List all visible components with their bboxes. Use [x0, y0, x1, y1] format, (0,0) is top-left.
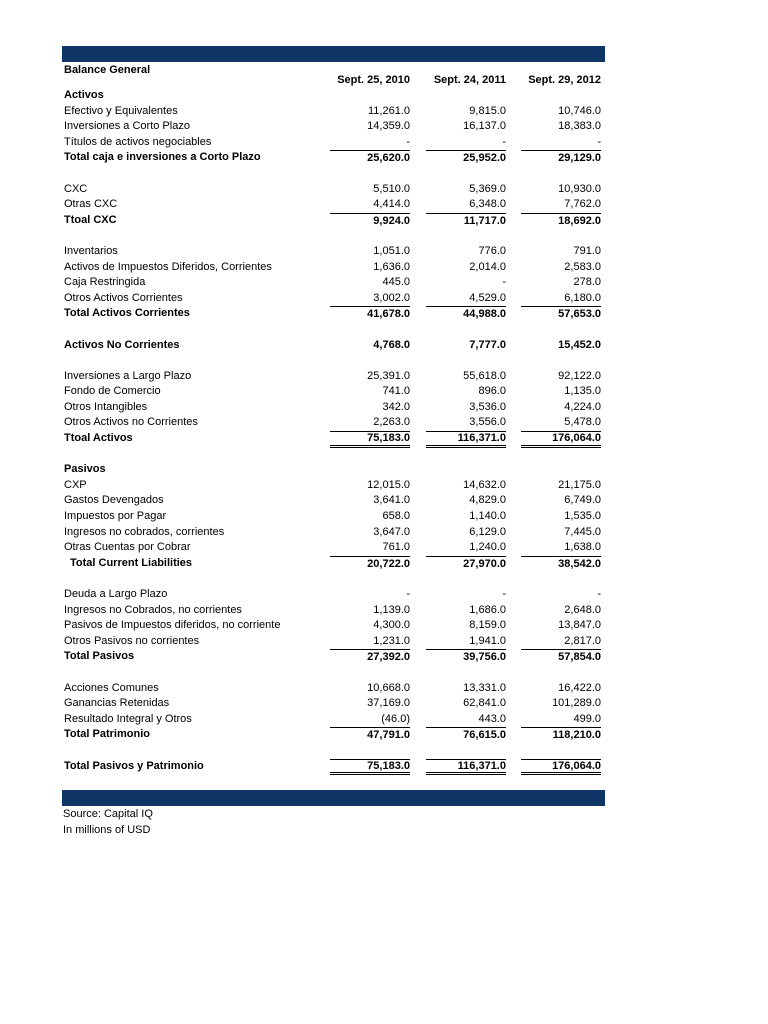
value-cell: 14,359.0: [367, 120, 410, 133]
row-label: Total Patrimonio: [64, 728, 150, 741]
value-cell: 741.0: [382, 385, 410, 398]
header-bar: [62, 46, 605, 62]
value-cell: 16,422.0: [558, 681, 601, 694]
value-cell: 18,383.0: [558, 120, 601, 133]
value-cell: 791.0: [573, 244, 601, 257]
value-cell: 25,391.0: [367, 369, 410, 382]
total-row: [62, 649, 605, 665]
value-cell: 1,231.0: [373, 634, 410, 647]
value-cell: 10,746.0: [558, 104, 601, 117]
row-label: Resultado Integral y Otros: [64, 712, 192, 725]
value-cell: 3,536.0: [469, 400, 506, 413]
value-cell: 55,618.0: [463, 369, 506, 382]
value-cell: 7,777.0: [469, 338, 506, 351]
value-cell: 29,129.0: [521, 150, 601, 166]
table-row: [62, 587, 605, 603]
table-row: [62, 415, 605, 431]
value-cell: 1,636.0: [373, 260, 410, 273]
row-label: Activos No Corrientes: [64, 338, 180, 351]
table-row: [62, 493, 605, 509]
value-cell: 38,542.0: [521, 556, 601, 572]
row-label: Pasivos: [64, 463, 106, 476]
value-cell: 2,014.0: [469, 260, 506, 273]
value-cell: 27,392.0: [330, 649, 410, 665]
value-cell: 761.0: [382, 541, 410, 554]
value-cell: 2,263.0: [373, 416, 410, 429]
value-cell: 8,159.0: [469, 619, 506, 632]
value-cell: 116,371.0: [426, 759, 506, 776]
row-label: Otros Intangibles: [64, 400, 148, 413]
value-cell: 1,139.0: [373, 603, 410, 616]
row-label: Otras Cuentas por Cobrar: [64, 541, 191, 554]
value-cell: 1,535.0: [564, 510, 601, 523]
table-row: [62, 540, 605, 556]
table-row: [62, 525, 605, 541]
row-label: Activos: [64, 89, 104, 101]
table-row: [62, 119, 605, 135]
value-cell: 278.0: [573, 276, 601, 289]
value-cell: 27,970.0: [426, 556, 506, 572]
value-cell: 3,002.0: [373, 291, 410, 304]
row-label: Inversiones a Largo Plazo: [64, 369, 192, 382]
value-cell: 18,692.0: [521, 213, 601, 229]
column-header: Sept. 25, 2010: [337, 74, 410, 86]
balance-sheet-table: [62, 62, 605, 774]
source-note: Source: Capital IQ: [63, 808, 153, 820]
total-row: [62, 462, 605, 478]
value-cell: 3,647.0: [373, 525, 410, 538]
value-cell: 7,762.0: [564, 198, 601, 211]
value-cell: 39,756.0: [426, 649, 506, 665]
value-cell: 4,300.0: [373, 619, 410, 632]
table-row: [62, 369, 605, 385]
row-label: Otros Pasivos no corrientes: [64, 634, 200, 647]
value-cell: 76,615.0: [426, 727, 506, 743]
value-cell: 13,847.0: [558, 619, 601, 632]
value-cell: 4,529.0: [469, 291, 506, 304]
value-cell: -: [502, 588, 506, 600]
value-cell: 342.0: [382, 400, 410, 413]
value-cell: 2,817.0: [564, 634, 601, 647]
value-cell: 2,648.0: [564, 603, 601, 616]
value-cell: 4,829.0: [469, 494, 506, 507]
value-cell: 1,941.0: [469, 634, 506, 647]
value-cell: 4,414.0: [373, 198, 410, 211]
row-label: Deuda a Largo Plazo: [64, 588, 168, 600]
row-label: Inversiones a Corto Plazo: [64, 120, 190, 133]
value-cell: 6,749.0: [564, 494, 601, 507]
value-cell: 25,620.0: [330, 150, 410, 166]
table-row: [62, 275, 605, 291]
value-cell: 13,331.0: [463, 681, 506, 694]
value-cell: 75,183.0: [330, 759, 410, 776]
value-cell: 1,686.0: [469, 603, 506, 616]
footer-bar: [62, 790, 605, 806]
row-label: Pasivos de Impuestos diferidos, no corriente: [64, 619, 281, 632]
value-cell: 118,210.0: [521, 727, 601, 743]
total-row: [62, 431, 605, 447]
value-cell: 11,717.0: [426, 213, 506, 229]
column-header: Sept. 29, 2012: [528, 74, 601, 86]
value-cell: 3,556.0: [469, 416, 506, 429]
value-cell: 658.0: [382, 510, 410, 523]
column-header: Sept. 24, 2011: [433, 74, 506, 86]
total-row: [62, 759, 605, 775]
value-cell: 5,510.0: [373, 182, 410, 195]
value-cell: 443.0: [478, 712, 506, 725]
value-cell: 1,135.0: [564, 385, 601, 398]
value-cell: 2,583.0: [564, 260, 601, 273]
value-cell: 57,854.0: [521, 649, 601, 665]
row-label: Total Pasivos: [64, 650, 135, 663]
value-cell: -: [597, 588, 601, 600]
value-cell: 9,815.0: [469, 104, 506, 117]
value-cell: 9,924.0: [330, 213, 410, 229]
value-cell: 5,478.0: [564, 416, 601, 429]
value-cell: 116,371.0: [426, 431, 506, 448]
table-row: [62, 197, 605, 213]
row-label: Ttoal Activos: [64, 432, 133, 445]
row-label: Inventarios: [64, 244, 118, 257]
row-label: Otros Activos no Corrientes: [64, 416, 198, 429]
value-cell: 5,369.0: [469, 182, 506, 195]
value-cell: 101,289.0: [552, 697, 601, 710]
value-cell: 75,183.0: [330, 431, 410, 448]
spacer-row: [62, 322, 605, 338]
table-row: [62, 696, 605, 712]
value-cell: 499.0: [573, 712, 601, 725]
table-row: [62, 291, 605, 307]
row-label: Activos de Impuestos Diferidos, Corrientes: [64, 260, 272, 273]
total-row: [62, 213, 605, 229]
value-cell: -: [406, 135, 410, 148]
row-label: Efectivo y Equivalentes: [64, 104, 178, 117]
value-cell: 776.0: [478, 244, 506, 257]
sheet-title: Balance General: [64, 64, 151, 76]
total-row: [62, 727, 605, 743]
value-cell: 47,791.0: [330, 727, 410, 743]
table-row: [62, 182, 605, 198]
value-cell: 6,180.0: [564, 291, 601, 304]
table-row: [62, 104, 605, 120]
spacer-row: [62, 743, 605, 759]
spacer-row: [62, 228, 605, 244]
value-cell: 4,224.0: [564, 400, 601, 413]
value-cell: 4,768.0: [373, 338, 410, 351]
value-cell: 6,129.0: [469, 525, 506, 538]
value-cell: 3,641.0: [373, 494, 410, 507]
total-row: [62, 88, 605, 104]
value-cell: 92,122.0: [558, 369, 601, 382]
table-row: [62, 509, 605, 525]
row-label: CXP: [64, 478, 87, 491]
value-cell: -: [502, 276, 506, 289]
value-cell: -: [502, 135, 506, 148]
row-label: Total Current Liabilities: [70, 556, 193, 569]
footnotes: [63, 807, 153, 838]
value-cell: -: [597, 135, 601, 148]
table-body: [62, 88, 605, 774]
value-cell: 176,064.0: [521, 759, 601, 776]
row-label: Ganancias Retenidas: [64, 697, 170, 710]
spacer-row: [62, 665, 605, 681]
row-label: Total Activos Corrientes: [64, 307, 190, 320]
table-row: [62, 260, 605, 276]
row-label: Ingresos no Cobrados, no corrientes: [64, 603, 242, 616]
table-row: [62, 618, 605, 634]
value-cell: 15,452.0: [558, 338, 601, 351]
value-cell: 41,678.0: [330, 306, 410, 322]
value-cell: 21,175.0: [558, 478, 601, 491]
value-cell: 1,638.0: [564, 541, 601, 554]
row-label: Otras CXC: [64, 198, 118, 211]
value-cell: 62,841.0: [463, 697, 506, 710]
value-cell: (46.0): [381, 712, 410, 725]
value-cell: -: [406, 588, 410, 600]
spacer-row: [62, 166, 605, 182]
table-row: [62, 400, 605, 416]
row-label: Ttoal CXC: [64, 213, 117, 226]
total-row: [62, 338, 605, 354]
table-row: [62, 384, 605, 400]
row-label: Total caja e inversiones a Corto Plazo: [64, 151, 261, 164]
table-row: [62, 603, 605, 619]
value-cell: 25,952.0: [426, 150, 506, 166]
row-label: Caja Restringida: [64, 276, 146, 289]
value-cell: 445.0: [382, 276, 410, 289]
table-row: [62, 478, 605, 494]
table-row: [62, 634, 605, 650]
value-cell: 57,653.0: [521, 306, 601, 322]
row-label: Gastos Devengados: [64, 494, 164, 507]
value-cell: 11,261.0: [367, 104, 410, 117]
total-row: [62, 150, 605, 166]
value-cell: 896.0: [478, 385, 506, 398]
value-cell: 6,348.0: [469, 198, 506, 211]
value-cell: 1,240.0: [469, 541, 506, 554]
spacer-row: [62, 353, 605, 369]
value-cell: 176,064.0: [521, 431, 601, 448]
row-label: Fondo de Comercio: [64, 385, 161, 398]
value-cell: 1,051.0: [373, 244, 410, 257]
table-row: [62, 681, 605, 697]
value-cell: 14,632.0: [463, 478, 506, 491]
value-cell: 7,445.0: [564, 525, 601, 538]
row-label: Ingresos no cobrados, corrientes: [64, 525, 225, 538]
total-row: [62, 556, 605, 572]
value-cell: 44,988.0: [426, 306, 506, 322]
value-cell: 1,140.0: [469, 510, 506, 523]
row-label: Acciones Comunes: [64, 681, 159, 694]
row-label: CXC: [64, 182, 88, 195]
row-label: Otros Activos Corrientes: [64, 291, 183, 304]
table-row: [62, 135, 605, 151]
row-label: Títulos de activos negociables: [64, 135, 212, 148]
value-cell: 10,668.0: [367, 681, 410, 694]
table-row: [62, 244, 605, 260]
value-cell: 12,015.0: [367, 478, 410, 491]
row-label: Impuestos por Pagar: [64, 510, 167, 523]
value-cell: 37,169.0: [367, 697, 410, 710]
total-row: [62, 306, 605, 322]
header-row: [62, 62, 605, 88]
units-note: In millions of USD: [63, 823, 151, 836]
value-cell: 16,137.0: [463, 120, 506, 133]
value-cell: 20,722.0: [330, 556, 410, 572]
spacer-row: [62, 571, 605, 587]
table-row: [62, 712, 605, 728]
value-cell: 10,930.0: [558, 182, 601, 195]
row-label: Total Pasivos y Patrimonio: [64, 759, 204, 772]
spacer-row: [62, 447, 605, 463]
